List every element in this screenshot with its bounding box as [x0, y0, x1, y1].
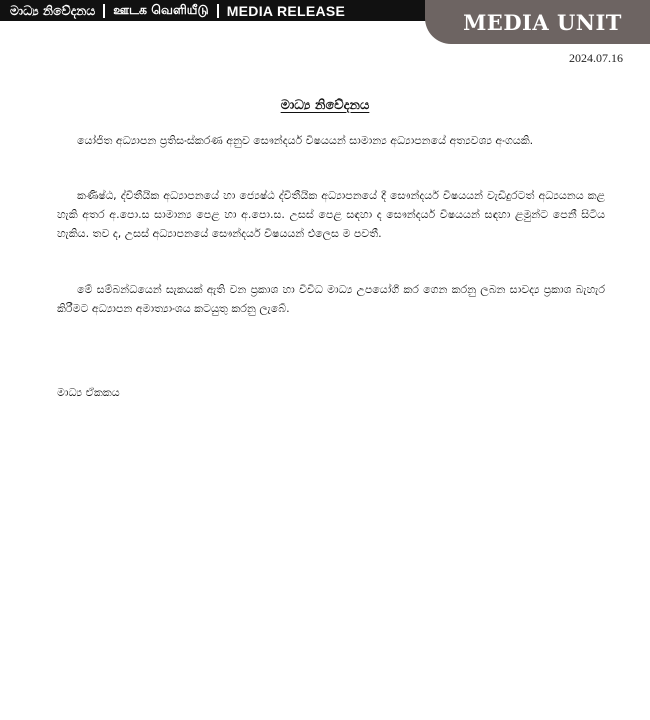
header-title-sinhala: මාධ්‍ය නිවේදනය: [10, 2, 96, 18]
body-paragraph: මේ සම්බන්ධයෙන් සැකයක් ඇති වන ප්‍රකාශ හා විවිධ මාධ්‍ය උපයෝගී කර ගෙන කරනු ලබන සාවද්‍ය ප්‍රකාශ බැහැර කිරීමට අධ්‍යාපන අමාත්‍යාංශය කටයුතු කරනු ලැබේ.: [57, 283, 605, 315]
signature: මාධ්‍ය ඒකකය: [57, 386, 120, 399]
body-paragraph: යෝජිත අධ්‍යාපන ප්‍රතිසංස්කරණ අනුව සෞන්දර්ය විෂයයන් සාමාන්‍ය අධ්‍යාපනයේ අත්‍යවශ්‍ය අංගයකි.: [77, 134, 534, 147]
header-title-english: MEDIA RELEASE: [226, 2, 346, 19]
header-titles: [10, 1, 345, 20]
media-unit-tab: [425, 0, 650, 44]
header-divider: [103, 4, 105, 18]
header-divider: [217, 4, 219, 18]
header-title-tamil: ஊடக வெளியீடு: [113, 2, 209, 17]
document-title-wrapper: [0, 98, 650, 113]
document-title: මාධ්‍ය නිවේදනය: [280, 98, 370, 113]
release-date: 2024.07.16: [569, 51, 623, 65]
media-unit-label: MEDIA UNIT: [463, 9, 622, 35]
body-paragraph: කණිෂ්ඨ, ද්විතීයික අධ්‍යාපනයේ හා ජ්‍යෙෂ්ඨ ද්විතීයික අධ්‍යාපනයේ දී සෞන්දර්ය විෂයයන් වැඩිදුරටත් අධ්‍යයනය කළ හැකි අතර අ.පො.ස සාමාන්‍ය පෙළ හා අ.පො.ස. උසස් පෙළ සඳහා ද සෞන්දර්ය විෂයයන් සඳහා ළමුන්ට පෙනී සිටිය හැකිය. තව ද, උසස් අධ්‍යාපනයේ සෞන්දර්ය විෂයයන් එලෙස ම පවතී.: [57, 189, 605, 240]
